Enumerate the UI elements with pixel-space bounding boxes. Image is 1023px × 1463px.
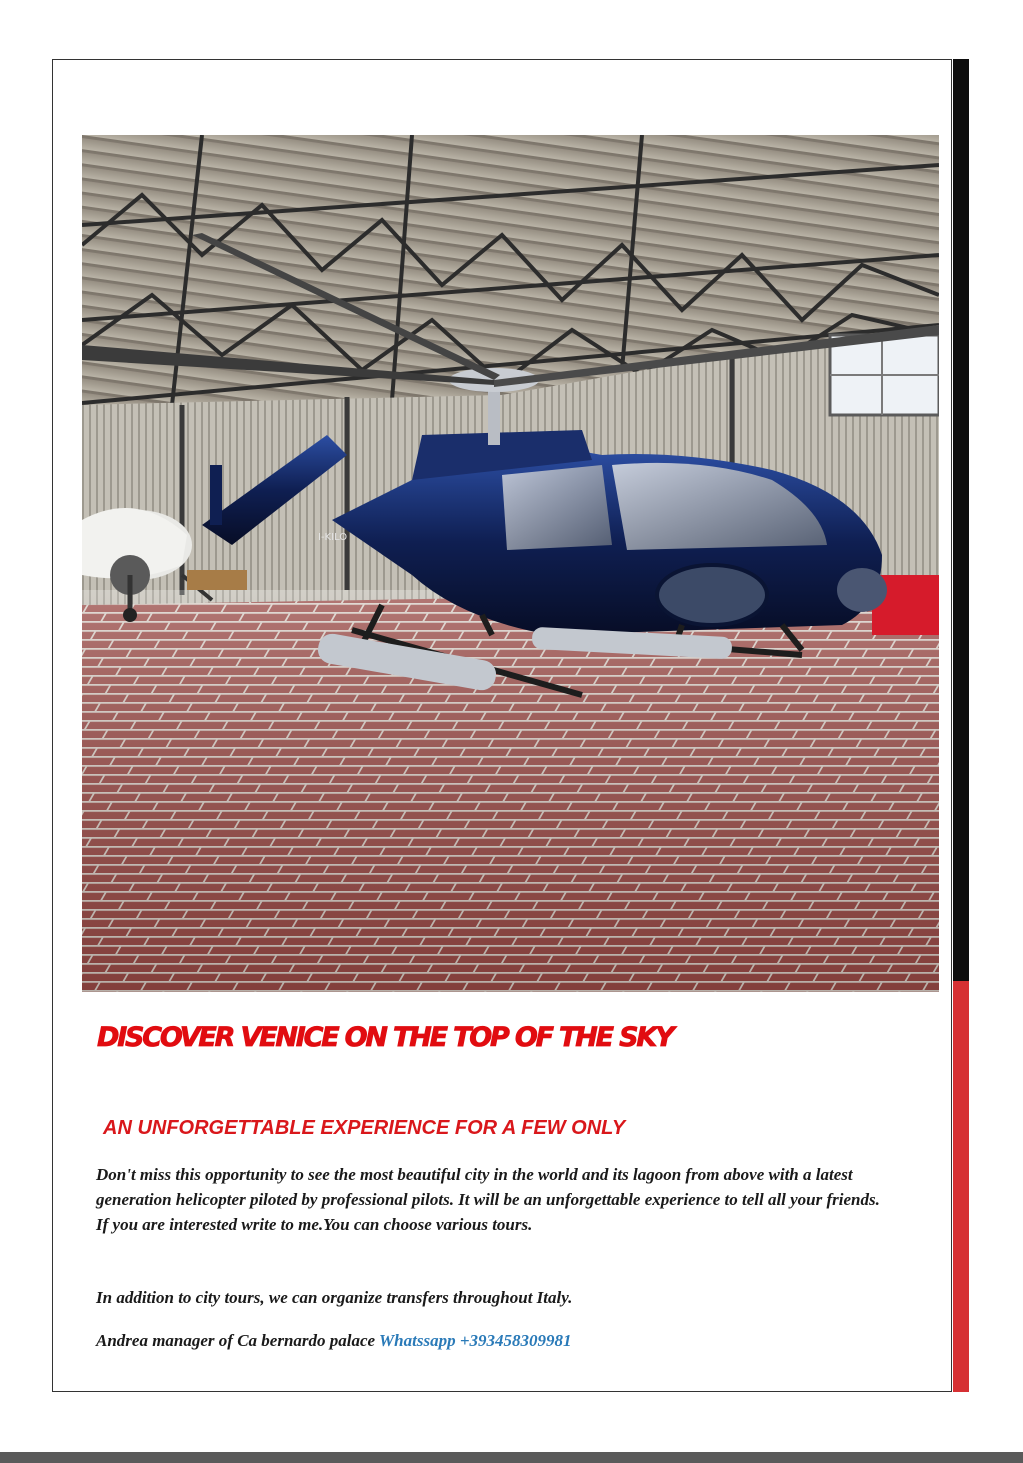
side-accent-bar-black [953,59,969,981]
subheadline: AN UNFORGETTABLE EXPERIENCE FOR A FEW ONLY [103,1117,626,1139]
signature-line [96,1328,896,1353]
signature-text: Andrea manager of Ca bernardo palace [96,1331,376,1350]
registration-marking: I-KILO [318,532,348,543]
side-accent-bar-red [953,981,969,1392]
whatsapp-contact-link[interactable]: Whatssapp +393458309981 [379,1331,572,1350]
transfers-paragraph: In addition to city tours, we can organize transfers throughout Italy. [96,1288,573,1307]
headline: DISCOVER VENICE ON THE TOP OF THE SKY [97,1022,673,1053]
helicopter-photo [82,135,939,992]
bottom-edge-strip [0,1452,1023,1463]
intro-paragraph: Don't miss this opportunity to see the most beautiful city in the world and its lagoon from above with a latest generation helicopter piloted by professional pilots. It will be an unforgettable experience to tell all your friends. If you are interested write to me.You can choose various tours. [96,1165,880,1234]
